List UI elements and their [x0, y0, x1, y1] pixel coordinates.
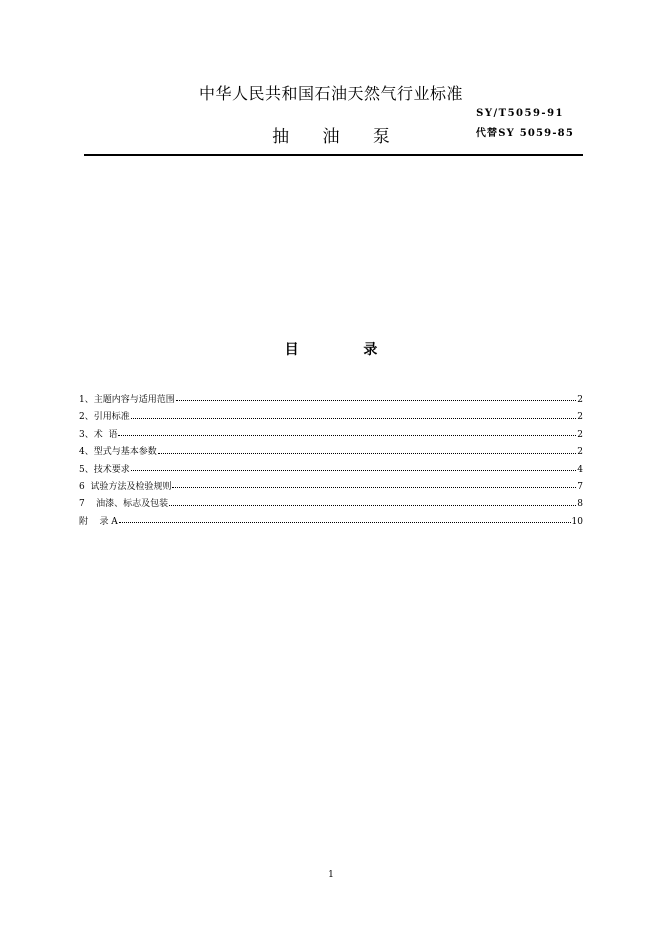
- toc-dot-leader: [131, 470, 577, 471]
- toc-entry-appendix[interactable]: [79, 514, 583, 531]
- toc-entry-page: 2: [577, 429, 583, 440]
- toc-entry-5[interactable]: [79, 462, 583, 479]
- toc-entry-label: 7 油漆、标志及包装: [79, 499, 169, 510]
- toc-dot-leader: [169, 505, 576, 506]
- toc-entry-6[interactable]: [79, 479, 583, 496]
- toc-entry-page: 4: [577, 464, 583, 475]
- header-rule: [84, 154, 583, 156]
- table-of-contents: [79, 392, 583, 531]
- toc-heading: 目 录: [284, 342, 408, 358]
- toc-entry-2[interactable]: [79, 409, 583, 426]
- toc-entry-page: 2: [577, 412, 583, 423]
- toc-entry-7[interactable]: [79, 496, 583, 513]
- toc-entry-3[interactable]: [79, 427, 583, 444]
- toc-entry-page: 7: [577, 481, 583, 492]
- toc-entry-page: 2: [577, 395, 583, 405]
- standard-number: SY/T5059-91: [476, 108, 564, 119]
- toc-entry-page: 8: [577, 499, 583, 510]
- toc-entry-label: 4、型式与基本参数: [79, 447, 157, 458]
- toc-entry-label: 1、主题内容与适用范围: [79, 395, 175, 405]
- replaces-standard: 代替SY 5059-85: [475, 128, 574, 139]
- page-number: 1: [328, 870, 334, 880]
- toc-dot-leader: [176, 400, 577, 401]
- toc-entry-label: 附 录 A: [79, 516, 118, 527]
- standard-organization: 中华人民共和国石油天然气行业标准: [198, 84, 463, 103]
- document-title: 抽 油 泵: [272, 127, 404, 147]
- toc-dot-leader: [131, 418, 577, 419]
- toc-entry-label: 2、引用标准: [79, 412, 130, 423]
- toc-entry-label: 3、术 语: [79, 429, 118, 440]
- toc-entry-page: 2: [577, 447, 583, 458]
- toc-dot-leader: [118, 435, 576, 436]
- toc-entry-label: 6 试验方法及检验规则: [79, 481, 172, 492]
- toc-entry-label: 5、技术要求: [79, 464, 130, 475]
- toc-dot-leader: [158, 453, 577, 454]
- toc-dot-leader: [119, 522, 571, 523]
- toc-entry-1[interactable]: [79, 392, 583, 409]
- toc-entry-4[interactable]: [79, 444, 583, 461]
- toc-dot-leader: [172, 487, 576, 488]
- toc-entry-page: 10: [571, 516, 583, 527]
